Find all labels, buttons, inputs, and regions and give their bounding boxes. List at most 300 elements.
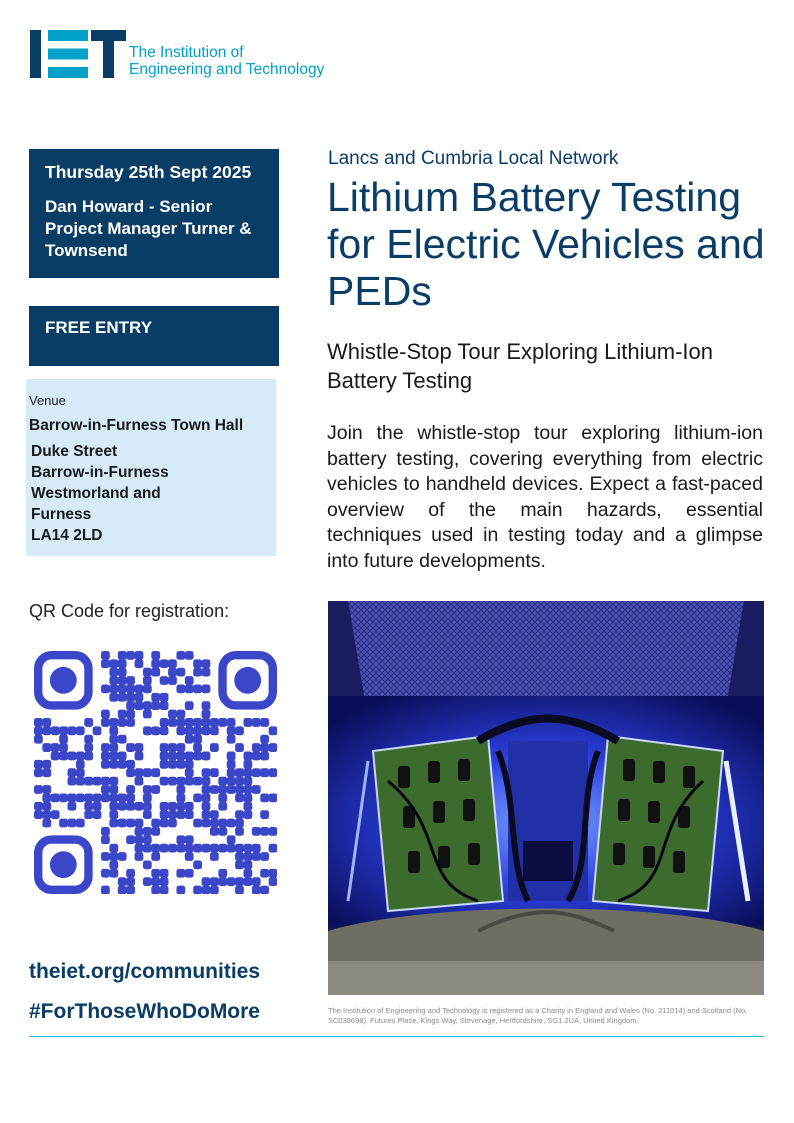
qr-module bbox=[252, 718, 261, 727]
qr-module bbox=[101, 651, 110, 660]
qr-module bbox=[118, 735, 127, 744]
qr-module bbox=[109, 685, 118, 694]
qr-module bbox=[126, 710, 135, 719]
qr-module bbox=[118, 852, 127, 861]
qr-module bbox=[93, 810, 102, 819]
qr-module bbox=[84, 777, 93, 786]
qr-module bbox=[126, 793, 135, 802]
qr-module bbox=[218, 877, 227, 886]
hashtag: #ForThoseWhoDoMore bbox=[29, 1000, 260, 1023]
qr-module bbox=[160, 777, 169, 786]
qr-module bbox=[151, 693, 160, 702]
qr-module bbox=[135, 768, 144, 777]
qr-module bbox=[109, 869, 118, 878]
qr-module bbox=[202, 718, 211, 727]
qr-module bbox=[168, 760, 177, 769]
qr-module bbox=[176, 802, 185, 811]
qr-module bbox=[168, 676, 177, 685]
qr-module bbox=[59, 819, 68, 828]
qr-module bbox=[109, 852, 118, 861]
qr-module bbox=[84, 793, 93, 802]
qr-module bbox=[42, 726, 51, 735]
address-line: Duke Street bbox=[31, 443, 118, 460]
qr-module bbox=[135, 844, 144, 853]
qr-module bbox=[252, 743, 261, 752]
qr-module bbox=[227, 777, 236, 786]
qr-module bbox=[176, 810, 185, 819]
qr-module bbox=[34, 802, 43, 811]
qr-module bbox=[243, 785, 252, 794]
qr-module bbox=[109, 659, 118, 668]
qr-module bbox=[218, 802, 227, 811]
qr-module bbox=[176, 685, 185, 694]
qr-module bbox=[93, 793, 102, 802]
qr-module bbox=[260, 743, 269, 752]
qr-module bbox=[252, 785, 261, 794]
qr-module bbox=[202, 785, 211, 794]
qr-module bbox=[227, 877, 236, 886]
qr-module bbox=[269, 877, 277, 886]
qr-module bbox=[76, 726, 85, 735]
qr-module bbox=[151, 701, 160, 710]
qr-module bbox=[109, 819, 118, 828]
qr-module bbox=[269, 726, 277, 735]
qr-module bbox=[109, 793, 118, 802]
qr-module bbox=[243, 810, 252, 819]
qr-module bbox=[93, 802, 102, 811]
qr-module bbox=[185, 869, 194, 878]
qr-module bbox=[76, 752, 85, 761]
qr-module bbox=[109, 810, 118, 819]
qr-module bbox=[84, 718, 93, 727]
venue-name: Barrow-in-Furness Town Hall bbox=[29, 417, 244, 434]
qr-module bbox=[59, 726, 68, 735]
qr-module bbox=[109, 743, 118, 752]
qr-module bbox=[243, 777, 252, 786]
qr-module bbox=[202, 810, 211, 819]
qr-module bbox=[168, 810, 177, 819]
qr-module bbox=[243, 752, 252, 761]
qr-module bbox=[193, 718, 202, 727]
qr-module bbox=[185, 768, 194, 777]
qr-module bbox=[101, 718, 110, 727]
qr-module bbox=[269, 793, 277, 802]
qr-module bbox=[101, 785, 110, 794]
qr-module bbox=[109, 860, 118, 869]
qr-module bbox=[227, 844, 236, 853]
qr-module bbox=[202, 793, 211, 802]
qr-module bbox=[143, 835, 152, 844]
qr-module bbox=[126, 743, 135, 752]
qr-module bbox=[143, 802, 152, 811]
qr-module bbox=[235, 877, 244, 886]
qr-module bbox=[68, 726, 77, 735]
qr-module bbox=[118, 685, 127, 694]
qr-module bbox=[143, 676, 152, 685]
page-title: Lithium Battery Testing for Electric Vehicles and PEDs bbox=[327, 174, 765, 314]
qr-module bbox=[118, 718, 127, 727]
qr-module bbox=[260, 752, 269, 761]
qr-module bbox=[218, 793, 227, 802]
qr-module bbox=[185, 802, 194, 811]
qr-module bbox=[260, 793, 269, 802]
qr-module bbox=[193, 860, 202, 869]
qr-module bbox=[227, 768, 236, 777]
communities-link[interactable]: theiet.org/communities bbox=[29, 960, 261, 983]
qr-module bbox=[218, 777, 227, 786]
qr-module bbox=[101, 835, 110, 844]
qr-module bbox=[42, 810, 51, 819]
qr-module bbox=[235, 886, 244, 894]
qr-module bbox=[168, 777, 177, 786]
qr-module bbox=[185, 810, 194, 819]
qr-module bbox=[101, 827, 110, 836]
qr-module bbox=[235, 819, 244, 828]
iet-logo-mark bbox=[30, 30, 126, 78]
qr-module bbox=[51, 810, 60, 819]
qr-module bbox=[151, 651, 160, 660]
venue-address bbox=[29, 441, 273, 546]
qr-module bbox=[126, 869, 135, 878]
qr-module bbox=[160, 810, 169, 819]
qr-module bbox=[76, 777, 85, 786]
qr-module bbox=[176, 793, 185, 802]
qr-module bbox=[160, 886, 169, 894]
qr-module bbox=[126, 693, 135, 702]
qr-module bbox=[118, 793, 127, 802]
qr-module bbox=[185, 852, 194, 861]
address-line: LA14 2LD bbox=[31, 527, 103, 544]
qr-module bbox=[101, 685, 110, 694]
qr-module bbox=[210, 827, 219, 836]
qr-module bbox=[243, 718, 252, 727]
qr-module bbox=[202, 701, 211, 710]
qr-module bbox=[210, 844, 219, 853]
qr-module bbox=[101, 752, 110, 761]
qr-module bbox=[143, 793, 152, 802]
qr-module bbox=[126, 877, 135, 886]
qr-module bbox=[160, 718, 169, 727]
address-line: Furness bbox=[31, 506, 92, 523]
qr-module bbox=[193, 752, 202, 761]
qr-module bbox=[84, 752, 93, 761]
qr-module bbox=[109, 668, 118, 677]
qr-module bbox=[193, 685, 202, 694]
qr-module bbox=[68, 819, 77, 828]
qr-module bbox=[135, 685, 144, 694]
qr-module bbox=[185, 777, 194, 786]
qr-module bbox=[160, 802, 169, 811]
qr-module bbox=[84, 810, 93, 819]
qr-module bbox=[151, 886, 160, 894]
qr-module bbox=[252, 877, 261, 886]
qr-module bbox=[160, 877, 169, 886]
qr-module bbox=[168, 659, 177, 668]
qr-module bbox=[185, 752, 194, 761]
qr-module bbox=[202, 685, 211, 694]
qr-module bbox=[126, 685, 135, 694]
qr-module bbox=[243, 760, 252, 769]
ev-battery-photo bbox=[328, 601, 764, 995]
qr-module bbox=[210, 810, 219, 819]
qr-module bbox=[210, 718, 219, 727]
event-speaker: Dan Howard - Senior Project Manager Turner & Townsend bbox=[45, 197, 252, 260]
qr-module bbox=[193, 735, 202, 744]
qr-module bbox=[59, 743, 68, 752]
qr-module bbox=[252, 768, 261, 777]
qr-module bbox=[109, 693, 118, 702]
qr-module bbox=[185, 760, 194, 769]
qr-module bbox=[176, 869, 185, 878]
qr-module bbox=[109, 777, 118, 786]
qr-module bbox=[118, 760, 127, 769]
qr-module bbox=[210, 819, 219, 828]
qr-module bbox=[210, 852, 219, 861]
qr-module bbox=[143, 827, 152, 836]
qr-module bbox=[218, 869, 227, 878]
qr-module bbox=[235, 726, 244, 735]
qr-module bbox=[210, 768, 219, 777]
qr-module bbox=[42, 743, 51, 752]
qr-module bbox=[126, 819, 135, 828]
qr-module bbox=[243, 877, 252, 886]
qr-module bbox=[135, 693, 144, 702]
event-description: Join the whistle-stop tour exploring lithium-ion battery testing, covering everything from electric vehicles to handheld devices. Expect a fast-paced overview of the main hazards, essential techniques used in testing today and a glimpse into future developments. bbox=[327, 422, 763, 572]
qr-module bbox=[260, 735, 269, 744]
qr-module bbox=[109, 676, 118, 685]
qr-module bbox=[109, 718, 118, 727]
qr-module bbox=[168, 802, 177, 811]
qr-module bbox=[176, 726, 185, 735]
qr-module bbox=[126, 760, 135, 769]
qr-module bbox=[252, 886, 261, 894]
qr-module bbox=[42, 785, 51, 794]
qr-module bbox=[185, 718, 194, 727]
qr-module bbox=[101, 710, 110, 719]
qr-module bbox=[160, 844, 169, 853]
qr-module bbox=[160, 693, 169, 702]
qr-module bbox=[151, 877, 160, 886]
qr-module bbox=[160, 726, 169, 735]
qr-module bbox=[218, 827, 227, 836]
qr-module bbox=[168, 844, 177, 853]
qr-module bbox=[176, 718, 185, 727]
qr-module bbox=[193, 777, 202, 786]
qr-module bbox=[218, 819, 227, 828]
qr-module bbox=[42, 793, 51, 802]
qr-module bbox=[210, 886, 219, 894]
qr-module bbox=[109, 752, 118, 761]
qr-module bbox=[202, 659, 211, 668]
qr-module bbox=[118, 802, 127, 811]
charity-notice: The Institution of Engineering and Technology is registered as a Charity in England and Wales (No. 211014) and Scotland (No. SC038698). Futures Place, Kings Way, Stevenage, Hertfordshire, SG1 2UA, United Kingdom. bbox=[328, 1006, 748, 1025]
qr-module bbox=[34, 768, 43, 777]
entry-label: FREE ENTRY bbox=[45, 318, 153, 337]
qr-module bbox=[168, 819, 177, 828]
venue-box bbox=[26, 379, 276, 556]
qr-module bbox=[252, 844, 261, 853]
qr-module bbox=[193, 819, 202, 828]
qr-module bbox=[84, 802, 93, 811]
qr-module bbox=[202, 877, 211, 886]
qr-module bbox=[109, 802, 118, 811]
qr-module bbox=[176, 710, 185, 719]
qr-module bbox=[202, 710, 211, 719]
qr-module bbox=[227, 835, 236, 844]
qr-module bbox=[168, 668, 177, 677]
qr-module bbox=[118, 651, 127, 660]
qr-module bbox=[51, 752, 60, 761]
qr-module bbox=[176, 844, 185, 853]
qr-module bbox=[193, 726, 202, 735]
qr-module bbox=[109, 844, 118, 853]
qr-module bbox=[101, 793, 110, 802]
qr-module bbox=[227, 726, 236, 735]
qr-module bbox=[193, 886, 202, 894]
qr-module bbox=[235, 860, 244, 869]
qr-module bbox=[193, 793, 202, 802]
footer-divider bbox=[29, 1036, 764, 1037]
qr-module bbox=[143, 860, 152, 869]
qr-module bbox=[76, 793, 85, 802]
qr-module bbox=[260, 810, 269, 819]
qr-module bbox=[42, 802, 51, 811]
qr-module bbox=[118, 676, 127, 685]
qr-module bbox=[51, 793, 60, 802]
qr-module bbox=[235, 852, 244, 861]
qr-module bbox=[93, 777, 102, 786]
qr-module bbox=[51, 726, 60, 735]
qr-module bbox=[227, 760, 236, 769]
venue-label: Venue bbox=[29, 393, 66, 408]
qr-module bbox=[59, 735, 68, 744]
qr-module bbox=[34, 726, 43, 735]
qr-module bbox=[269, 743, 277, 752]
qr-module bbox=[126, 676, 135, 685]
qr-module bbox=[252, 852, 261, 861]
qr-module bbox=[176, 752, 185, 761]
qr-module bbox=[126, 651, 135, 660]
qr-module bbox=[109, 760, 118, 769]
qr-module bbox=[269, 827, 277, 836]
qr-module bbox=[243, 860, 252, 869]
qr-module bbox=[160, 743, 169, 752]
qr-module bbox=[235, 827, 244, 836]
qr-module bbox=[135, 835, 144, 844]
qr-module bbox=[235, 768, 244, 777]
qr-module bbox=[76, 768, 85, 777]
qr-module bbox=[42, 768, 51, 777]
qr-module bbox=[118, 659, 127, 668]
qr-module bbox=[151, 668, 160, 677]
qr-module bbox=[151, 819, 160, 828]
qr-module bbox=[176, 760, 185, 769]
qr-module bbox=[227, 819, 236, 828]
qr-module bbox=[243, 793, 252, 802]
qr-module bbox=[151, 827, 160, 836]
qr-module bbox=[202, 768, 211, 777]
qr-module bbox=[243, 869, 252, 878]
qr-module bbox=[202, 777, 211, 786]
qr-module bbox=[151, 768, 160, 777]
qr-module bbox=[135, 802, 144, 811]
qr-module bbox=[202, 802, 211, 811]
qr-finder-dot bbox=[50, 851, 77, 878]
qr-module bbox=[160, 676, 169, 685]
qr-module bbox=[218, 718, 227, 727]
network-name: Lancs and Cumbria Local Network bbox=[328, 148, 619, 169]
qr-module bbox=[68, 802, 77, 811]
qr-module bbox=[118, 877, 127, 886]
qr-module bbox=[168, 752, 177, 761]
qr-module bbox=[135, 777, 144, 786]
qr-module bbox=[118, 886, 127, 894]
qr-module bbox=[101, 659, 110, 668]
address-line: Barrow-in-Furness bbox=[31, 464, 169, 481]
qr-module bbox=[176, 668, 185, 677]
qr-module bbox=[176, 743, 185, 752]
qr-module bbox=[176, 835, 185, 844]
qr-module bbox=[126, 835, 135, 844]
qr-module bbox=[202, 752, 211, 761]
qr-module bbox=[42, 819, 51, 828]
event-date: Thursday 25th Sept 2025 bbox=[45, 162, 252, 182]
qr-module bbox=[101, 760, 110, 769]
qr-module bbox=[151, 869, 160, 878]
qr-module bbox=[185, 726, 194, 735]
org-name-line1: The Institution of bbox=[129, 44, 244, 61]
qr-module bbox=[243, 844, 252, 853]
qr-module bbox=[243, 802, 252, 811]
qr-module bbox=[202, 819, 211, 828]
qr-module bbox=[210, 785, 219, 794]
qr-module bbox=[235, 777, 244, 786]
qr-module bbox=[84, 735, 93, 744]
registration-qr-code[interactable] bbox=[34, 651, 277, 894]
qr-module bbox=[210, 743, 219, 752]
qr-module bbox=[118, 693, 127, 702]
qr-module bbox=[143, 710, 152, 719]
qr-module bbox=[135, 852, 144, 861]
qr-module bbox=[235, 844, 244, 853]
qr-module bbox=[252, 752, 261, 761]
event-info-box bbox=[29, 149, 279, 278]
qr-module bbox=[260, 718, 269, 727]
qr-module bbox=[143, 726, 152, 735]
qr-module bbox=[135, 659, 144, 668]
qr-module bbox=[59, 793, 68, 802]
qr-module bbox=[143, 844, 152, 853]
qr-module bbox=[160, 819, 169, 828]
qr-module bbox=[168, 743, 177, 752]
qr-module bbox=[143, 701, 152, 710]
page-subtitle: Whistle-Stop Tour Exploring Lithium-Ion Battery Testing bbox=[327, 339, 713, 393]
qr-module bbox=[135, 701, 144, 710]
qr-module bbox=[193, 668, 202, 677]
qr-module bbox=[185, 701, 194, 710]
qr-module bbox=[101, 743, 110, 752]
qr-module bbox=[109, 785, 118, 794]
qr-module bbox=[126, 718, 135, 727]
qr-module bbox=[260, 768, 269, 777]
qr-module bbox=[101, 869, 110, 878]
qr-module bbox=[101, 777, 110, 786]
qr-module bbox=[34, 785, 43, 794]
qr-module bbox=[126, 886, 135, 894]
qr-module bbox=[34, 735, 43, 744]
qr-module bbox=[126, 701, 135, 710]
qr-finder-dot bbox=[234, 667, 261, 694]
